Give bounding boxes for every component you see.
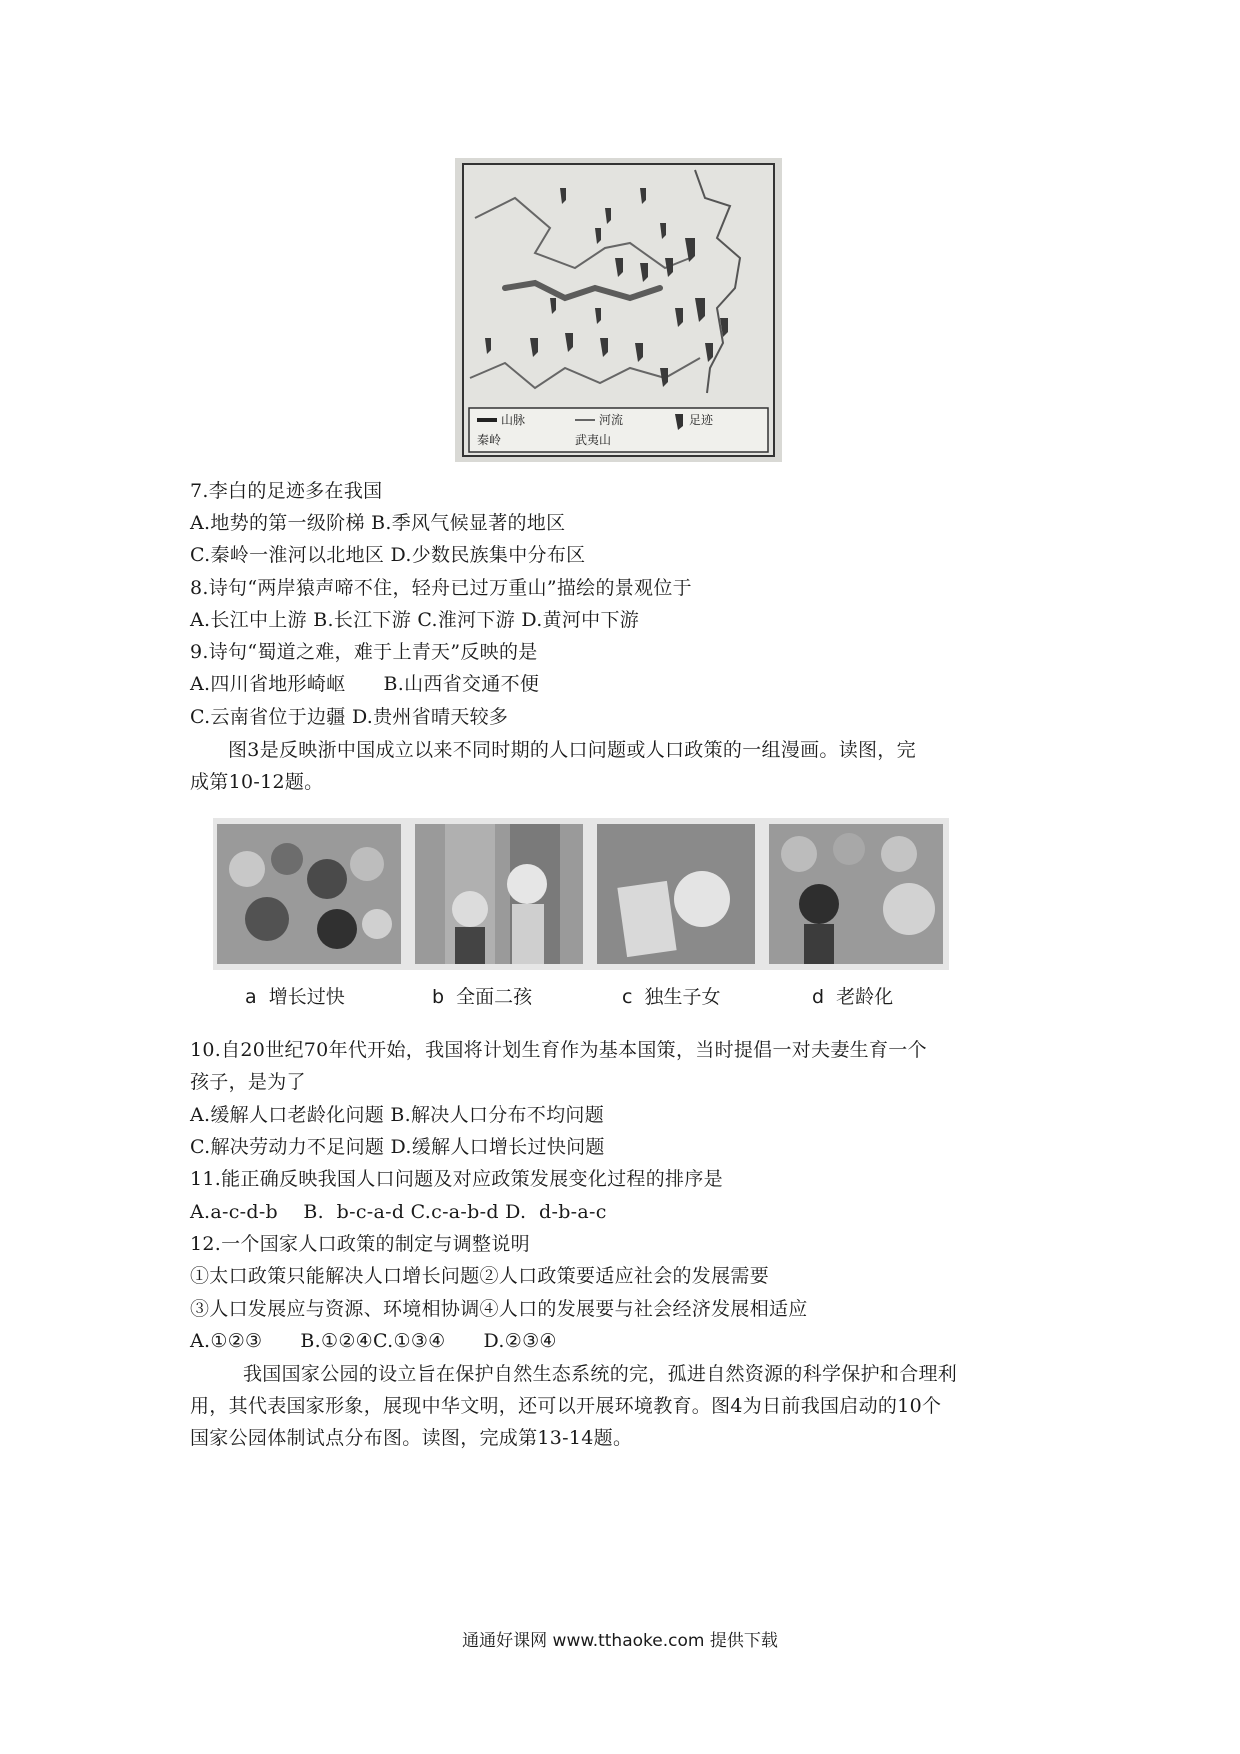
intro-13-14-line1: 我国国家公园的设立旨在保护自然生态系统的完，孤进自然资源的科学保护和合理利 bbox=[243, 1363, 958, 1385]
only-child-illustration bbox=[597, 824, 755, 964]
population-cartoon-strip bbox=[213, 818, 949, 970]
cartoon-panel-c bbox=[597, 824, 755, 964]
legend-footprint: 足迹 bbox=[689, 413, 714, 427]
intro-13-14-line2: 用，其代表国家形象，展现中华文明，还可以开展环境教育。图4为日前我国启动的10个 bbox=[190, 1395, 942, 1417]
q7-stem: 7.李白的足迹多在我国 bbox=[190, 480, 383, 502]
q10-options-line2: C.解决劳动力不足问题 D.缓解人口增长过快问题 bbox=[190, 1136, 605, 1158]
q8-stem: 8.诗句“两岸猿声啼不住，轻舟已过万重山”描绘的景观位于 bbox=[190, 577, 692, 599]
q9-stem: 9.诗句“蜀道之难，难于上青天”反映的是 bbox=[190, 641, 538, 663]
q12-options-line1: A.①②③ B.①②④C.①③④ D.②③④ bbox=[190, 1330, 557, 1352]
q12-statements-line1: ①太口政策只能解决人口增长问题②人口政策要适应社会的发展需要 bbox=[190, 1265, 770, 1287]
cartoon-panel-b bbox=[415, 824, 583, 964]
intro-10-12-line2: 成第10-12题。 bbox=[190, 771, 324, 793]
cartoon-panel-a bbox=[217, 824, 401, 964]
page-footer: 通通好课网 www.tthaoke.com 提供下载 bbox=[462, 1631, 778, 1651]
libai-footprint-map bbox=[455, 158, 782, 462]
elderly-illustration bbox=[769, 824, 943, 964]
legend-mountain: 山脉 bbox=[501, 413, 526, 427]
cartoon-caption-b: b 全面二孩 bbox=[432, 986, 533, 1008]
intro-13-14-line3: 国家公园体制试点分布图。读图，完成第13-14题。 bbox=[190, 1427, 633, 1449]
legend-qinling: 秦岭 bbox=[477, 433, 502, 447]
q10-stem-line1: 10.自20世纪70年代开始，我国将计划生育作为基本国策，当时提倡一对夫妻生育一个 bbox=[190, 1039, 927, 1061]
q9-options-line1: A.四川省地形崎岖 B.山西省交通不便 bbox=[190, 673, 540, 695]
crowd-illustration bbox=[217, 824, 401, 964]
q7-options-line1: A.地势的第一级阶梯 B.季风气候显著的地区 bbox=[190, 512, 566, 534]
q8-options-line1: A.长江中上游 B.长江下游 C.淮河下游 D.黄河中下游 bbox=[190, 609, 640, 631]
q7-options-line2: C.秦岭一淮河以北地区 D.少数民族集中分布区 bbox=[190, 544, 586, 566]
q11-options-line1: A.a-c-d-b B. b-c-a-d C.c-a-b-d D. d-b-a-c bbox=[190, 1201, 607, 1223]
q10-stem-line2: 孩子，是为了 bbox=[190, 1071, 306, 1093]
family-two-children-illustration bbox=[415, 824, 583, 964]
q11-stem: 11.能正确反映我国人口问题及对应政策发展变化过程的排序是 bbox=[190, 1168, 723, 1190]
q12-stem: 12.一个国家人口政策的制定与调整说明 bbox=[190, 1233, 530, 1255]
q10-options-line1: A.缓解人口老龄化问题 B.解决人口分布不均问题 bbox=[190, 1104, 605, 1126]
intro-10-12-line1: 图3是反映浙中国成立以来不同时期的人口问题或人口政策的一组漫画。读图，完 bbox=[228, 739, 916, 761]
legend-wuyishan: 武夷山 bbox=[575, 433, 612, 447]
q9-options-line2: C.云南省位于边疆 D.贵州省晴天较多 bbox=[190, 706, 509, 728]
cartoon-caption-d: d 老龄化 bbox=[812, 986, 894, 1008]
q12-statements-line2: ③人口发展应与资源、环境相协调④人口的发展要与社会经济发展相适应 bbox=[190, 1298, 808, 1320]
cartoon-caption-c: c 独生子女 bbox=[622, 986, 721, 1008]
cartoon-panel-d bbox=[769, 824, 943, 964]
map-illustration bbox=[455, 158, 782, 462]
legend-river: 河流 bbox=[599, 413, 624, 427]
cartoon-caption-a: a 增长过快 bbox=[245, 986, 345, 1008]
